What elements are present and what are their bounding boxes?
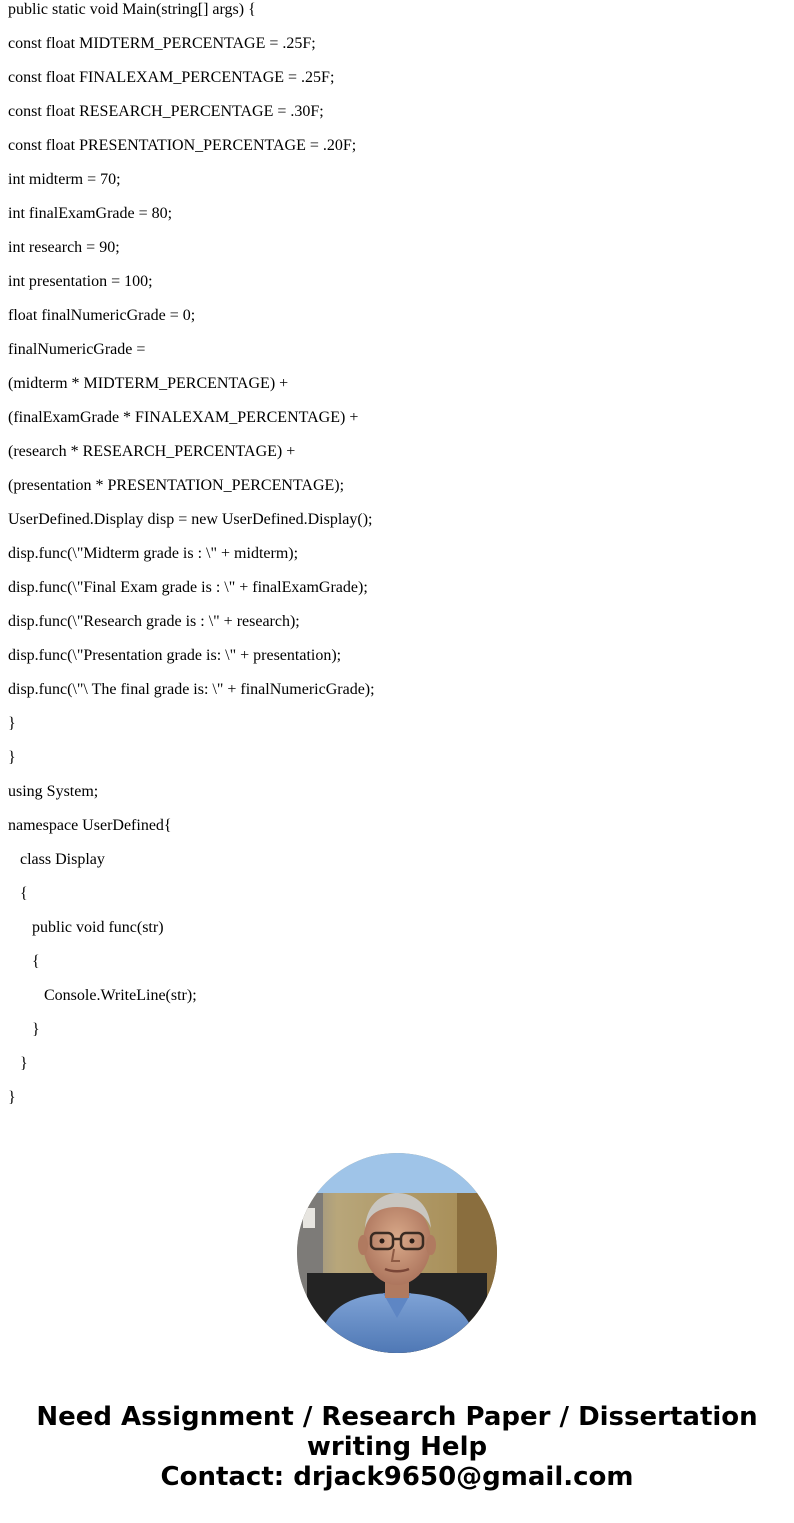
code-line: int presentation = 100; (8, 273, 153, 290)
author-portrait-image (297, 1153, 497, 1353)
code-line: disp.func(\"Final Exam grade is : \" + finalExamGrade); (8, 579, 368, 596)
code-line: } (8, 1055, 28, 1072)
code-listing (8, 0, 778, 1122)
promo-banner (0, 1402, 794, 1492)
code-line: int finalExamGrade = 80; (8, 205, 173, 222)
code-line: } (8, 1021, 40, 1038)
code-line: const float PRESENTATION_PERCENTAGE = .20F; (8, 137, 357, 154)
code-line: disp.func(\"\ The final grade is: \" + finalNumericGrade); (8, 681, 375, 698)
code-line: } (8, 715, 16, 732)
code-line: UserDefined.Display disp = new UserDefined.Display(); (8, 511, 373, 528)
promo-contact: Contact: drjack9650@gmail.com (160, 1462, 634, 1492)
promo-headline-continued: writing Help (306, 1432, 488, 1462)
code-line: int midterm = 70; (8, 171, 121, 188)
code-line: (research * RESEARCH_PERCENTAGE) + (8, 443, 296, 460)
code-line: int research = 90; (8, 239, 120, 256)
code-line: using System; (8, 783, 99, 800)
code-line: disp.func(\"Research grade is : \" + research); (8, 613, 300, 630)
code-line: class Display (8, 851, 105, 868)
code-line: namespace UserDefined{ (8, 817, 172, 834)
code-line: public static void Main(string[] args) { (8, 1, 256, 18)
code-line: (presentation * PRESENTATION_PERCENTAGE); (8, 477, 345, 494)
code-line: finalNumericGrade = (8, 341, 146, 358)
code-line: { (8, 885, 28, 902)
code-line: const float MIDTERM_PERCENTAGE = .25F; (8, 35, 316, 52)
code-line: (midterm * MIDTERM_PERCENTAGE) + (8, 375, 289, 392)
code-line: } (8, 1089, 16, 1106)
code-line: Console.WriteLine(str); (8, 987, 197, 1004)
code-line: const float FINALEXAM_PERCENTAGE = .25F; (8, 69, 335, 86)
code-line: float finalNumericGrade = 0; (8, 307, 196, 324)
code-line: const float RESEARCH_PERCENTAGE = .30F; (8, 103, 324, 120)
code-line: disp.func(\"Presentation grade is: \" + presentation); (8, 647, 342, 664)
code-line: (finalExamGrade * FINALEXAM_PERCENTAGE) + (8, 409, 359, 426)
code-line: { (8, 953, 40, 970)
promo-headline: Need Assignment / Research Paper / Dissertation (36, 1402, 758, 1432)
code-line: } (8, 749, 16, 766)
author-avatar (297, 1153, 497, 1353)
code-line: public void func(str) (8, 919, 164, 936)
code-line: disp.func(\"Midterm grade is : \" + midterm); (8, 545, 299, 562)
